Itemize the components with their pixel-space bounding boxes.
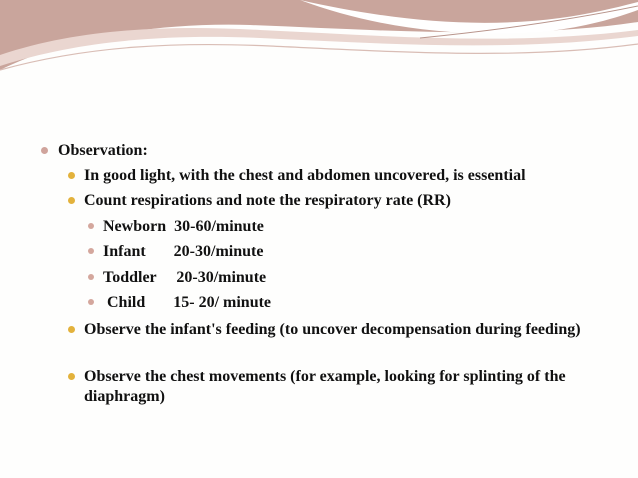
heading-observation: Observation: <box>58 142 148 159</box>
bullet-level3 <box>88 223 94 229</box>
bullet-level3 <box>88 248 94 254</box>
bullet-level3 <box>88 274 94 280</box>
point-observe-chest: Observe the chest movements (for example, looking for splinting of the diaphragm) <box>84 368 566 405</box>
bullet-level2 <box>68 326 75 333</box>
bullet-level3 <box>88 299 94 305</box>
bullet-level1 <box>41 147 48 154</box>
point-observe-feeding: Observe the infant's feeding (to uncover decompensation during feeding) <box>84 321 581 338</box>
rate-toddler: Toddler 20-30/minute <box>103 269 267 286</box>
rate-child: Child 15- 20/ minute <box>103 294 272 311</box>
bullet-level2 <box>68 172 75 179</box>
rate-newborn: Newborn 30-60/minute <box>103 218 264 235</box>
point-count-respirations: Count respirations and note the respiratory rate (RR) <box>84 192 451 209</box>
point-good-light: In good light, with the chest and abdomen uncovered, is essential <box>84 167 526 184</box>
bullet-level2 <box>68 373 75 380</box>
rate-infant: Infant 20-30/minute <box>103 243 264 260</box>
bullet-level2 <box>68 197 75 204</box>
